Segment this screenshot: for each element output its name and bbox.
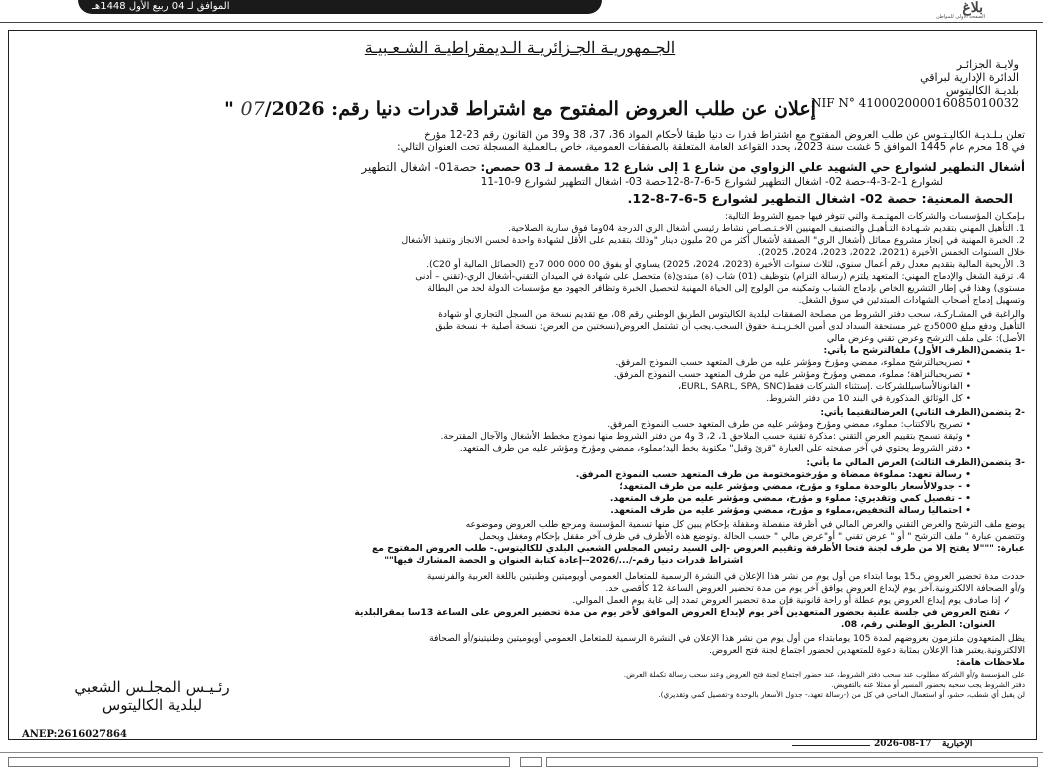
section-2-item: • تصريح بالاكتتاب: مملوء، ممضي ومؤرخ ومؤشر عليه من طرف المتعهد حسب النموذج المرفق. — [607, 419, 971, 430]
footer-date: 2026-08-17 — [874, 739, 932, 749]
validity-line-2: الالكترونية.يعتبر هذا الإعلان بمثابة دعوة للمتعهدين لحضور اجتماع لجنة فتح العروض. — [709, 645, 1025, 656]
envelope-line-3: عبارة: """لا يفتح إلا من طرف لجنة فتحا الأظرفة وتقييم العروض -إلى السيد رئيس المجلس الشعبي البلدي للكاليتوس.- طلب العروض المفتوح مع — [371, 543, 1025, 554]
section-3-item: • احتماليا رسالة التخفيض،مملوء و مؤرخ، ممضي ومؤشر عليه من طرف المتعهد. — [610, 505, 971, 516]
intro-line-1: تعلن بـلـديـة الكاليـتـوس عن طلب العروض المفتوح مع اشتراط قدرا ت دنيا طبقا لأحكام المواد 36، 37، 38 و39 من القانون رقم 23-12 مؤرخ — [424, 130, 1025, 141]
signature-title: رئـيـس المجلـس الشعبي — [74, 678, 230, 696]
note-item: دفتر الشروط يجب سحبه بحضور المسير أو ممثلا عنه بالتفويض. — [831, 680, 1025, 689]
nif-number: NIF N° 410002000016085010032 — [810, 96, 1019, 110]
section-1-item: • تصريحبالنزاهة؛ مملوء، ممضي ومؤرخ ومؤشر عليه من طرف المتعهد حسب النموذج المرفق. — [613, 369, 971, 380]
interest-line-1: والراغبة في المشـاركـة، سحب دفتر الشروط من مصلحة الصفقات لبلدية الكاليتوس الطريق الوطني رقم 08، مع تقديم نسخة من السجل التجاري أو شهادة — [438, 309, 1025, 320]
operation-line-2: لشوارع 1-2-3-4-حصة 02- اشغال التطهير لشوارع 5-6-7-8-12حصة 03- اشغال التطهير لشوارع 9-10-11 — [480, 176, 943, 188]
address-line: العنوان: الطريق الوطني رقم، 08. — [840, 619, 995, 630]
bottom-box — [520, 757, 542, 767]
commune-label: بلديـة الكاليتوس — [945, 84, 1019, 97]
banner-date: الموافق لـ 04 ربيع الأول 1448هـ — [78, 0, 602, 14]
operation-title: أشغال التطهير لشوارع حي الشهيد علي الزواوي من شارع 1 إلى شارع 12 مقسمة لـ 03 حصص: — [480, 160, 1025, 174]
envelope-line-4: اشتراط قدرات دنيا رقم-/.../2026--إعادة كتابة العنوان و الحصة المشارك فيها"" — [384, 555, 743, 566]
envelope-line-2: وتتضمن عبارة " ملف الترشح " أو " عرض تقني " أو"عرض مالي " حسب الحالة .وتوضع هذه الأظرف في ظرف آخر مقفل بإحكام ومغفل ويحمل — [479, 531, 1025, 542]
notes-heading: ملاحظات هامة: — [956, 657, 1025, 668]
condition-2: 2. الخبرة المهنية في إنجاز مشروع مماثل (أشغال الري" الصفقة لأشغال أكثر من 20 مليون دينار "وذلك بتقديم على الأقل لشهادة واحدة لحسن الانجاز وتنفيذ الأشغال — [401, 235, 1025, 246]
wilaya-label: ولايـة الجزائـر — [956, 58, 1019, 71]
check-item: ✓ إذا صادف يوم إيداع العروض يوم عطلة أو راحة قانونية فإن مدة تحضير العروض تمدد إلى غاية يوم العمل الموالي. — [572, 595, 1011, 606]
footer-rule-left — [792, 745, 870, 746]
title-year: /2026 " — [224, 98, 325, 120]
footer-newspaper: الإخبارية — [942, 739, 973, 749]
section-1-item: • تصريحبالترشح مملوء، ممضي ومؤرخ ومؤشر عليه من طرف المتعهد حسب النموذج المرفق. — [615, 357, 971, 368]
conditions-intro: بـإمكـان المؤسسات والشركات المهتـمـة والتي تتوفر فيها جميع الشروط التالية: — [724, 211, 1025, 222]
signature-block — [62, 678, 242, 714]
condition-1: 1. التأهيل المهني بتقديم شـهـادة التـأهيـل والتصنيف المهنيين الاخـتـصـاص نشاط رئيسي أشغال الري الدرجة 04وما فوق سارية الصلاحية. — [508, 223, 1025, 234]
deadline-line-1: حددت مدة تحضير العروض بـ15 يوما ابتداء من أول يوم من نشر هذا الإعلان في النشرة الرسمية للمتعامل العمومي أويوميتين وطنيتين باللغة العربية والفرنسية — [426, 571, 1025, 582]
operation-line-1 — [362, 160, 1025, 174]
announcement-title — [100, 98, 940, 120]
anep-reference: ANEP:2616027864 — [22, 729, 127, 740]
operation-lot-1: حصة01- اشغال التطهير — [361, 160, 477, 174]
intro-line-2: في 18 محرم عام 1445 الموافق 5 غشت سنة 2023، يحدد القواعد العامة المتعلقة بالصفقات العمومية، خاص بـالعملية المسجلة تحت العنوان التالي: — [397, 142, 1025, 153]
logo-tagline: الصفحة الأولى للمواطن — [935, 14, 985, 20]
section-2-item: • دفتر الشروط يحتوي في آخر صفحته على العبارة "قرئ وقبل" مكتوبة بخط اليد؛مملوء، ممضي ومؤرخ ومؤشر عليه من طرف المتعهد. — [459, 443, 971, 454]
section-1-item: • كل الوثائق المذكورة في البند 10 من دفتر الشروط. — [766, 393, 971, 404]
section-1-item: • القانونالأساسيللشركات .إستثناء الشركات فقط(EURL, SARL, SPA, SNC، — [678, 381, 971, 392]
concerned-lot: الحصة المعنية: حصة 02- اشغال التطهير لشوارع 5-6-7-8-12. — [627, 192, 1013, 207]
note-item: على المؤسسة و/أو الشركة مطلوب عند سحب دفتر الشروط، عند حضور اجتماع لجنة فتح العروض وعند سحب رسالة تكملة العرض. — [623, 670, 1025, 679]
envelope-line-1: يوضع ملف الترشح والعرض التقني والعرض المالي في أظرفة منفصلة ومقفلة بإحكام يبين كل منها تسمية المؤسسة ومرجع طلب العروض وموضوعه — [465, 519, 1025, 530]
section-2-item: • وثيقة تسمح بتقييم العرض التقني :مذكرة تقنية حسب الملاحق 1، 2، 3 و4 من دفتر الشروط منها نموذج مخطط الأشغال والآجال المقترحة. — [440, 431, 971, 442]
condition-4c: وتسهيل إدماج أصحاب الشهادات المبتدئين في سوق الشغل. — [798, 295, 1025, 306]
deadline-line-2: و/أو الصحافة الالكترونية.آخر يوم لإيداع العروض يوافق آخر يوم من مدة تحضير العروض الساعة 12 كأقصى حد. — [605, 583, 1025, 594]
section-3-heading: -3 يتضمن(الظرف الثالث) العرض المالي ما يأتي: — [806, 457, 1025, 468]
signature-commune: لبلدية الكاليتوس — [101, 696, 203, 714]
condition-4: 4. ترقية الشغل والإدماج المهني: المتعهد يلتزم (رسالة التزام) بتوظيف (01) شاب (ة) مبتدئ(ة) متحصل على شهادة في الميدان التقني-أشغال الري-(تقني – أدنى — [415, 271, 1025, 282]
condition-2b: خلال السنوات الخمس الأخيرة (2021، 2022، 2023، 2024، 2025). — [758, 247, 1025, 258]
section-2-heading: -2 يتضمن(الظرف الثاني) العرضالتقنيما يأتي: — [820, 407, 1025, 418]
section-3-item: • - تفصيل كمي وتقديري: مملوء و مؤرخ، ممضي ومؤشر عليه من طرف المتعهد. — [609, 493, 971, 504]
condition-4b: مستوى) وهذا في إطار التشريع الخاص بإدماج الشباب وتمكينه من الولوج إلى الحياة المهنية لتحصيل الخبرة وتظافر الجهود مع مؤسسات الدولة لحد من البطالة — [427, 283, 1025, 294]
title-text: إعلان عن طلب العروض المفتوح مع اشتراط قدرات دنيا رقم: — [324, 98, 816, 120]
bottom-box — [546, 757, 1038, 767]
daira-label: الدائرة الإدارية لبراقي — [920, 71, 1019, 84]
check-item: ✓ تفتح العروض في جلسة علنية بحضور المتعهدين آخر يوم لإيداع العروض الموافق لأخر يوم من مدة تحضير العروض على الساعة 13سا بمقرالبلدية — [354, 607, 1011, 618]
interest-line-3: الأصل): على ملف الترشح وعرض تقني وعرض مالي — [826, 333, 1025, 344]
bottom-strip — [0, 752, 1043, 765]
section-3-item: • رسالة تعهد: مملوءة ممضاة و مؤرختومختومة من طرف المتعهد حسب النموذج المرفق. — [575, 469, 971, 480]
interest-line-2: التأهيل ودفع مبلغ 5000دج غير مستحقة السداد لدى أمين الخـزيـنـة حقوق السحب.يجب أن تشتمل العروض(نسختين من العرض: نسخة أصلية + نسخة طبق — [435, 321, 1025, 332]
section-3-item: • - جدولالأسعار بالوحدة مملوء و مؤرخ، ممضي ومؤشر عليه من طرف المتعهد؛ — [619, 481, 971, 492]
newspaper-logo — [903, 0, 1003, 18]
top-banner — [0, 0, 1043, 23]
bottom-box — [8, 757, 510, 767]
handwritten-number: 07 — [240, 98, 265, 120]
condition-3: 3. الأريحية المالية بتقديم معدل رقم أعمال سنوي، لثلاث سنوات الأخيرة (2023، 2024، 2025) يساوي أو يفوق 00 000 000 7دج (الحصائل المالية أو C20). — [426, 259, 1025, 270]
note-item: لن يقبل أي شطب، حشو، أو استعمال الماحي في كل من (-رسالة تعهد،- جدول الأسعار بالوحدة و-تفصيل كمي وتقديري). — [658, 690, 1025, 699]
republic-header: الجـمهوريـة الجـزائريـة الـديمقراطيـة الشـعـبيـة — [364, 38, 676, 57]
logo-text: بلاغ — [962, 0, 983, 16]
validity-line-1: يظل المتعهدون ملتزمون بعروضهم لمدة 105 يومابتداء من أول يوم من نشر هذا الإعلان في النشرة الرسمية للمتعامل العمومي أويوميتين وطنيتينو/أو الصحافة — [429, 633, 1025, 644]
section-1-heading: -1 يتضمن(الظرف الأول) ملفالترشح ما يأتي: — [823, 345, 1025, 356]
